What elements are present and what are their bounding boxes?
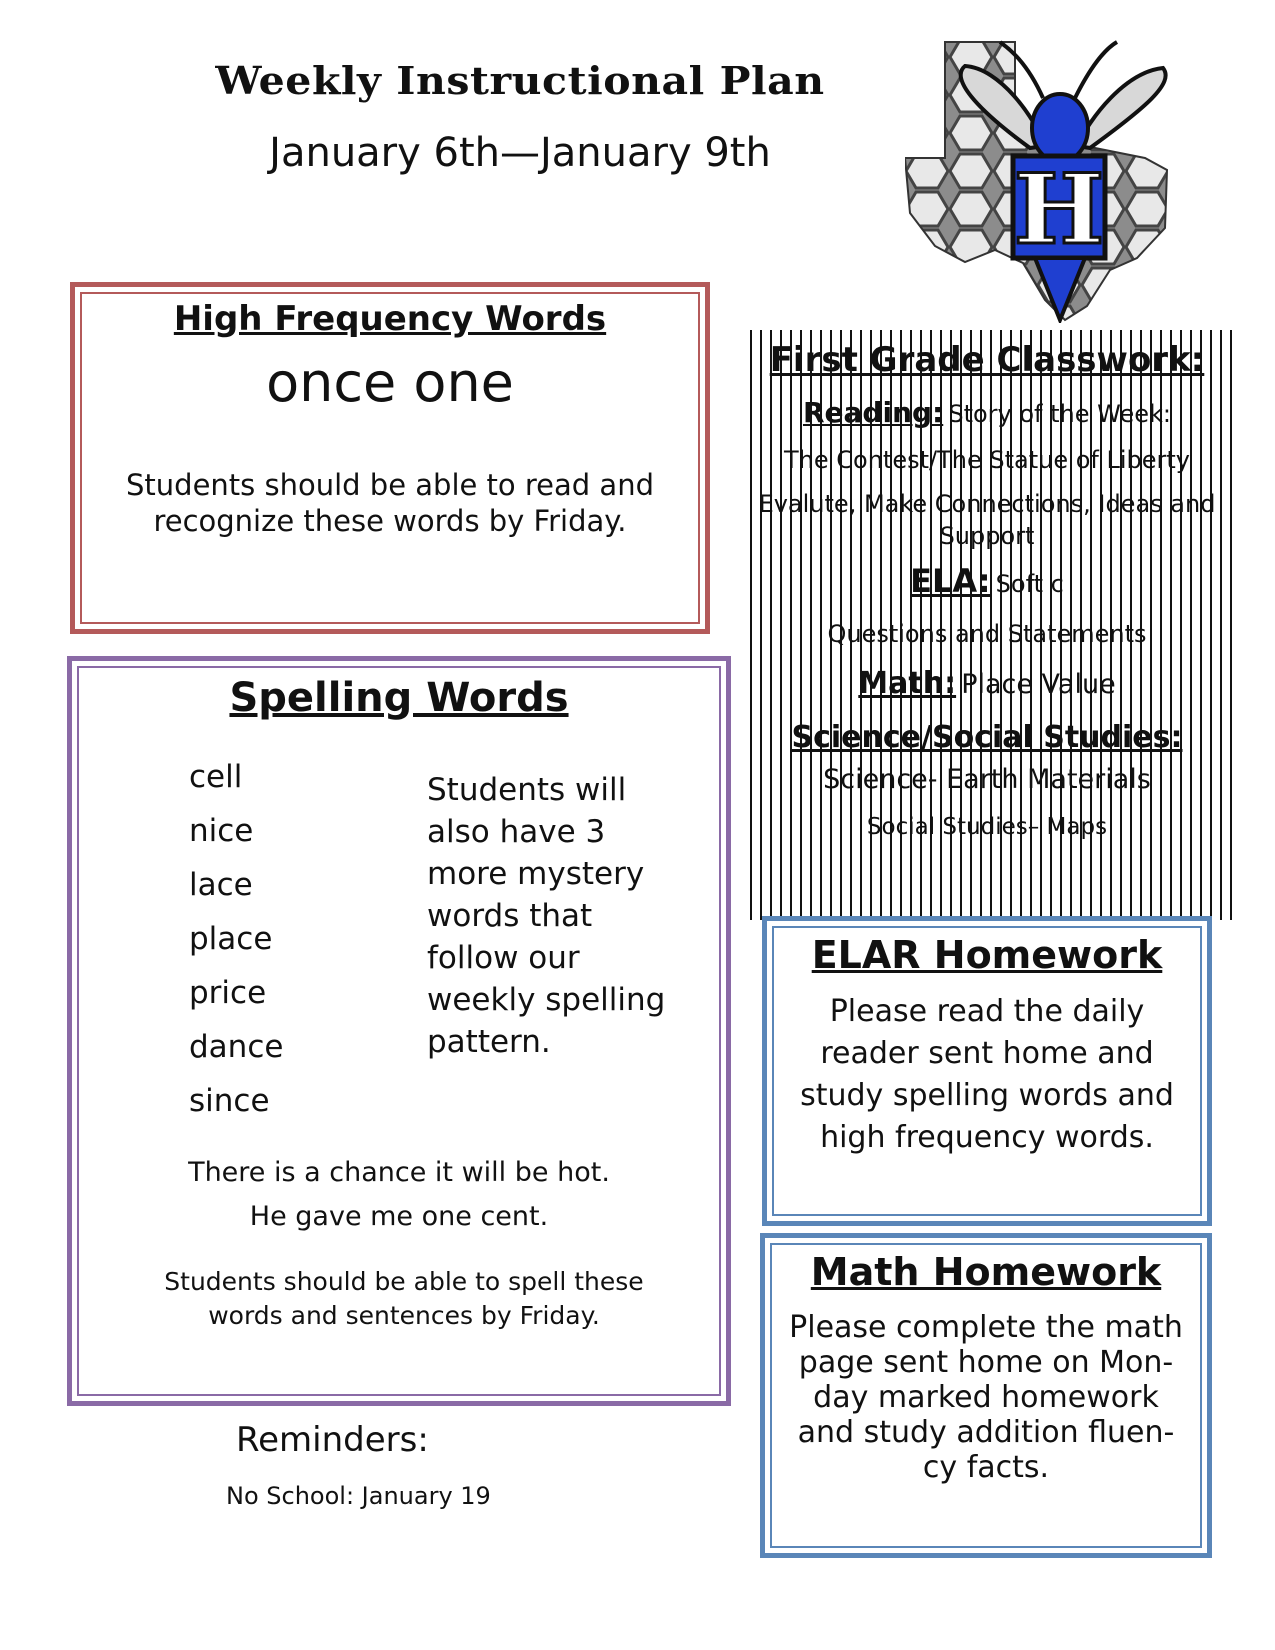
- high-frequency-heading: High Frequency Words: [173, 299, 607, 339]
- spelling-word: price: [189, 975, 267, 1011]
- classwork-heading: First Grade Classwork:: [769, 340, 1205, 380]
- ela-label: ELA:: [910, 562, 991, 600]
- high-frequency-box: [70, 282, 710, 634]
- date-range: January 6th—January 9th: [269, 130, 771, 176]
- spelling-instruction: Students should be able to spell these words and sentences by Friday.: [164, 1267, 644, 1330]
- math-homework-box: [760, 1233, 1212, 1558]
- logo-letter: H: [1013, 153, 1105, 266]
- reading-value: Story of the Week:: [948, 400, 1171, 428]
- hornet-logo: [905, 38, 1230, 323]
- spelling-sentence: He gave me one cent.: [249, 1201, 549, 1232]
- classwork-panel: [742, 330, 1232, 920]
- spelling-heading: Spelling Words: [229, 675, 569, 721]
- math-label: Math:: [858, 666, 957, 701]
- spelling-word: dance: [189, 1029, 284, 1065]
- story-title: The Contest/The Statue of Liberty: [783, 446, 1190, 474]
- math-line: [742, 666, 1232, 701]
- spelling-list: [189, 759, 283, 1137]
- math-homework-heading: Math Homework: [810, 1250, 1162, 1294]
- ela-value-2: Questions and Statements: [827, 620, 1147, 648]
- spelling-word: nice: [189, 813, 254, 849]
- reminder-item: No School: January 19: [226, 1482, 491, 1510]
- spelling-sentence: There is a chance it will be hot.: [188, 1157, 610, 1188]
- spelling-word: since: [189, 1083, 270, 1119]
- science-social-heading: Science/Social Studies:: [791, 720, 1183, 755]
- spelling-word: place: [189, 921, 273, 957]
- elar-homework-text: Please read the daily reader sent home and study spelling words and high frequency words.: [800, 994, 1174, 1155]
- spelling-word: cell: [189, 759, 243, 795]
- ela-value: Soft c: [995, 570, 1064, 598]
- reading-line: [742, 396, 1232, 429]
- elar-homework-heading: ELAR Homework: [811, 933, 1163, 977]
- ela-line: [742, 562, 1232, 600]
- math-value: Place Value: [961, 669, 1116, 700]
- page-title: Weekly Instructional Plan: [215, 58, 825, 103]
- mystery-words-note: Students will also have 3 more mystery words that follow our weekly spelling pattern.: [427, 772, 666, 1060]
- elar-homework-box: [762, 916, 1212, 1226]
- reminders-heading: Reminders:: [236, 1420, 429, 1460]
- spelling-box: [67, 656, 731, 1406]
- math-homework-text: Please complete the math page sent home on Mon-day marked homework and study addition fluen-cy facts.: [789, 1310, 1183, 1485]
- reading-label: Reading:: [802, 396, 944, 429]
- high-frequency-words: once one: [266, 351, 514, 414]
- reading-skills: Evalute, Make Connections, Ideas and Support: [758, 490, 1216, 550]
- spelling-word: lace: [189, 867, 253, 903]
- high-frequency-note: Students should be able to read and recognize these words by Friday.: [126, 468, 654, 538]
- science-line: Science- Earth Materials: [823, 764, 1151, 795]
- social-studies-line: Social Studies– Maps: [866, 814, 1108, 840]
